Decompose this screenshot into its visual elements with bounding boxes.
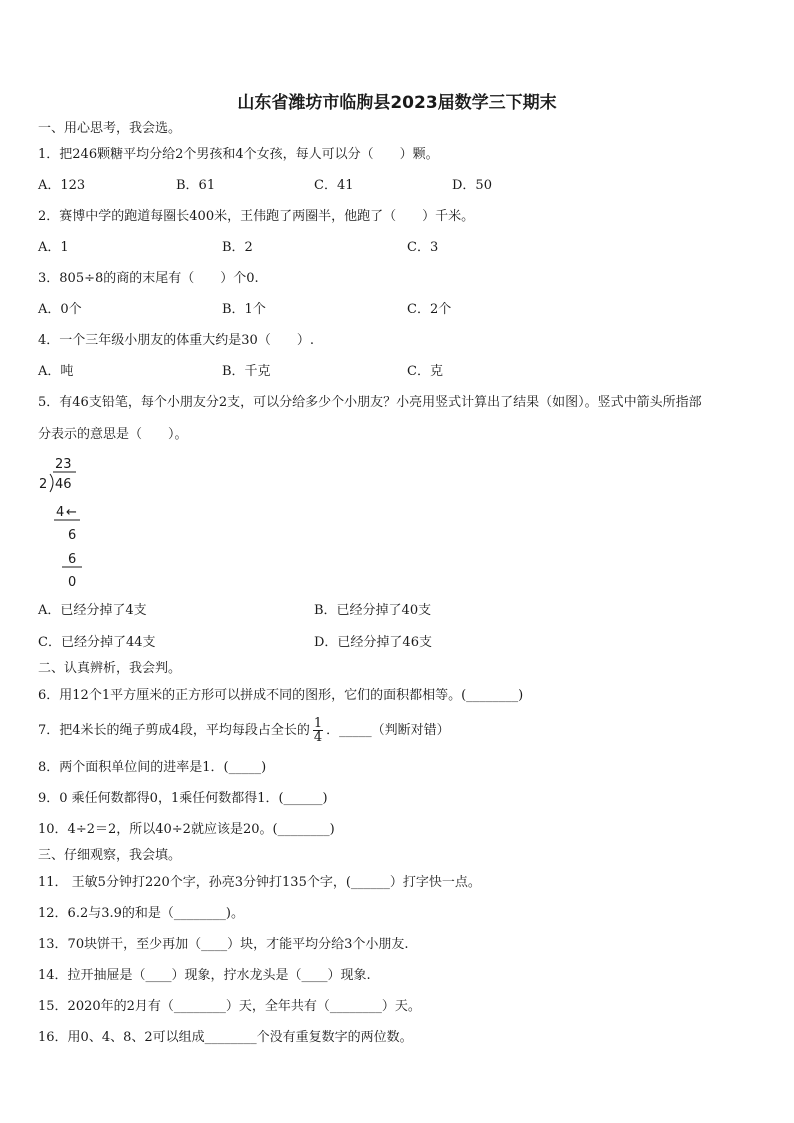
division-divisor: 2 [39, 477, 48, 492]
question-16: 16．用0、4、8、2可以组成________个没有重复数字的两位数。 [38, 1030, 413, 1045]
q2-option-a: A．1 [38, 240, 69, 255]
long-division-figure [36, 452, 106, 592]
division-step-1: 4 [56, 505, 65, 520]
question-8: 8．两个面积单位间的进率是1．(_____) [38, 760, 267, 775]
arrow-icon: ← [66, 505, 77, 520]
q1-option-d: D．50 [452, 178, 492, 193]
q3-option-a: A．0个 [38, 302, 82, 317]
q2-option-c: C．3 [407, 240, 439, 255]
question-1: 1．把246颗糖平均分给2个男孩和4个女孩，每人可以分（ ）颗。 [38, 147, 439, 162]
fraction [313, 717, 323, 744]
q7-text-before: 7．把4米长的绳子剪成4段，平均每段占全长的 [38, 723, 310, 738]
q1-option-c: C．41 [314, 178, 354, 193]
page-title: 山东省潍坊市临朐县2023届数学三下期末 [237, 93, 557, 113]
division-quotient: 23 [55, 457, 72, 472]
q1-option-a: A．123 [38, 178, 86, 193]
question-10: 10．4÷2＝2，所以40÷2就应该是20。(________) [38, 822, 335, 837]
q3-option-b: B．1个 [222, 302, 266, 317]
division-bracket [50, 474, 53, 492]
q5-option-c: C．已经分掉了44支 [38, 635, 156, 650]
q4-option-b: B．千克 [222, 364, 271, 379]
question-13: 13．70块饼干，至少再加（____）块，才能平均分给3个小朋友. [38, 937, 409, 952]
question-5-line-2: 分表示的意思是（ ）。 [38, 427, 188, 442]
question-14: 14．拉开抽屉是（____）现象，拧水龙头是（____）现象. [38, 968, 371, 983]
q5-option-a: A．已经分掉了4支 [38, 603, 147, 618]
division-remainder-1: 6 [68, 528, 77, 543]
question-3: 3．805÷8的商的末尾有（ ）个0. [38, 271, 259, 286]
question-12: 12．6.2与3.9的和是（________)。 [38, 906, 244, 921]
q4-option-a: A．吨 [38, 364, 74, 379]
q7-text-after: ．_____（判断对错） [326, 723, 450, 738]
division-dividend: 46 [55, 477, 72, 492]
division-remainder-2: 0 [68, 575, 77, 590]
question-11: 11． 王敏5分钟打220个字，孙亮3分钟打135个字，(______）打字快一点。 [38, 875, 481, 890]
question-4: 4．一个三年级小朋友的体重大约是30（ ）. [38, 333, 314, 348]
section-heading: 一、用心思考，我会选。 [38, 121, 182, 136]
question-6: 6．用12个1平方厘米的正方形可以拼成不同的图形，它们的面积都相等。(________) [38, 688, 524, 703]
q5-option-b: B．已经分掉了40支 [314, 603, 432, 618]
q2-option-b: B．2 [222, 240, 253, 255]
question-2: 2．赛博中学的跑道每圈长400米，王伟跑了两圈半，他跑了（ ）千米。 [38, 209, 475, 224]
question-9: 9．0 乘任何数都得0，1乘任何数都得1．(______) [38, 791, 328, 806]
fraction-denominator: 4 [313, 730, 323, 745]
question-15: 15．2020年的2月有（________）天，全年共有（________）天。 [38, 999, 421, 1014]
q1-option-b: B．61 [176, 178, 216, 193]
q4-option-c: C．克 [407, 364, 443, 379]
q3-option-c: C．2个 [407, 302, 452, 317]
division-step-2: 6 [68, 552, 77, 567]
section-heading: 二、认真辨析，我会判。 [38, 661, 182, 676]
fraction-numerator: 1 [313, 716, 323, 731]
question-7 [38, 714, 450, 748]
q5-option-d: D．已经分掉了46支 [314, 635, 432, 650]
section-heading: 三、仔细观察，我会填。 [38, 848, 182, 863]
question-5-line-1: 5．有46支铅笔，每个小朋友分2支，可以分给多少个小朋友？小亮用竖式计算出了结果（如图）。竖式中箭头所指部 [38, 395, 702, 410]
